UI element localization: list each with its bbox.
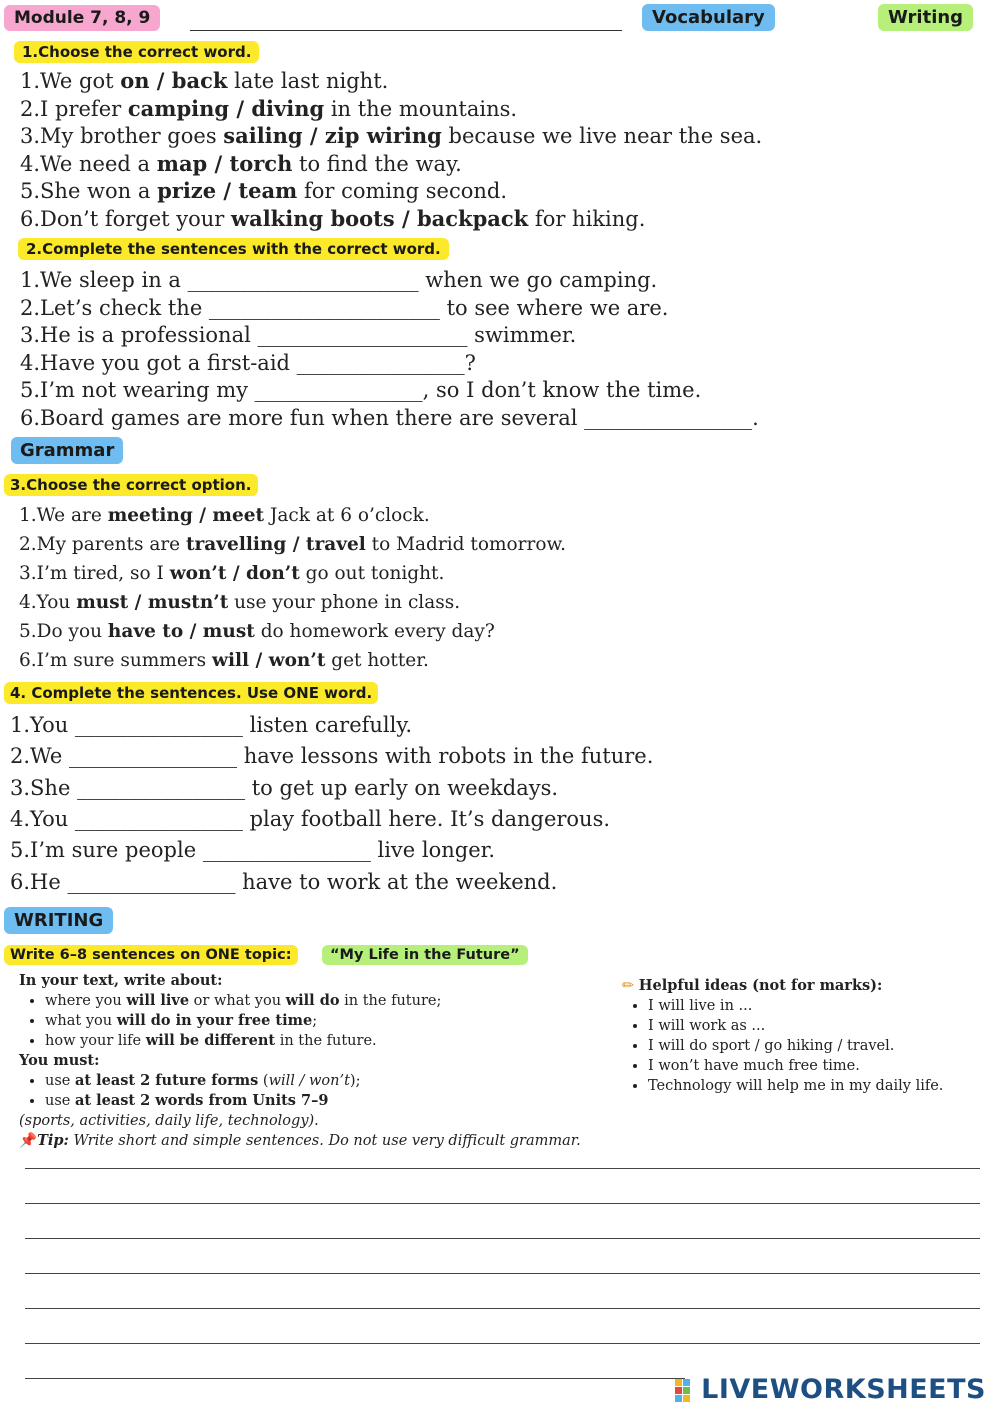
item-text: late last night. [227, 69, 389, 93]
item-text: 3.She [10, 775, 78, 800]
item-options: sailing / zip wiring [223, 123, 442, 149]
logo-icon [675, 1379, 699, 1403]
item-text: get hotter. [325, 650, 429, 671]
item-text: listen carefully. [242, 713, 413, 737]
tip-label: Tip: [37, 1132, 69, 1149]
item-text: 4.You [10, 806, 75, 831]
exercise-item [20, 151, 462, 176]
answer-blank[interactable]: ________________ [296, 350, 465, 375]
item-text: 1.We are [19, 505, 108, 526]
must-item: • use at least 2 words from Units 7–9 [45, 1091, 599, 1111]
must-list [19, 1071, 599, 1111]
exercise-item [19, 563, 444, 584]
item-text: for hiking. [528, 207, 646, 231]
helpful-item: • Technology will help me in my daily life. [648, 1076, 992, 1096]
item-text: in the mountains. [324, 96, 518, 121]
name-line [190, 30, 622, 31]
helpful-list [622, 996, 992, 1096]
answer-blank[interactable]: ________________ [584, 406, 753, 430]
exercise-item [19, 621, 495, 642]
exercise-item [20, 96, 517, 121]
exercise-item [19, 650, 429, 671]
item-text: 3.He is a professional [20, 323, 258, 348]
item-text: to get up early on weekdays. [245, 775, 559, 800]
exercise-item [19, 534, 566, 555]
exercise-4-title: 4. Complete the sentences. Use ONE word. [4, 682, 378, 704]
exercise-item [20, 68, 388, 93]
exercise-item [10, 838, 495, 862]
exercise-1-title: 1.Choose the correct word. [14, 41, 259, 63]
exercise-item [20, 378, 701, 402]
item-text: swimmer. [467, 323, 577, 348]
item-text: 4.You [19, 592, 77, 613]
item-options: walking boots / backpack [231, 206, 529, 231]
answer-blank[interactable]: ________________ [202, 838, 371, 863]
item-text: live longer. [370, 838, 496, 863]
writing-line[interactable] [25, 1273, 980, 1274]
answer-blank[interactable]: ________________ [67, 869, 236, 894]
exercise-item [20, 351, 476, 375]
about-list [19, 991, 599, 1051]
answer-blank[interactable]: ________________ [74, 806, 243, 831]
helpful-title: Helpful ideas (not for marks): [638, 977, 883, 994]
item-text: to Madrid tomorrow. [365, 534, 566, 555]
item-text: 1.You [10, 713, 75, 737]
exercise-item [20, 323, 576, 347]
exercise-item [20, 123, 762, 148]
helpful-item: • I won’t have much free time. [648, 1056, 992, 1076]
writing-line[interactable] [25, 1203, 980, 1204]
writing-instruction: Write 6–8 sentences on ONE topic: [4, 945, 298, 965]
item-options: will / won’t [212, 650, 326, 671]
item-text: 6.He [10, 869, 68, 894]
must-item: • use at least 2 future forms (will / won’t); [45, 1071, 599, 1091]
exercise-item [20, 178, 507, 203]
about-item: • what you will do in your free time; [45, 1011, 599, 1031]
item-text: 6.Don’t forget your [20, 207, 232, 231]
item-text: 5.I’m not wearing my [20, 378, 255, 403]
liveworksheets-logo: LIVEWORKSHEETS [675, 1374, 986, 1405]
exercise-item [20, 406, 759, 430]
item-text: ? [464, 350, 476, 375]
you-must-label: You must: [19, 1052, 100, 1069]
item-text: because we live near the sea. [441, 124, 763, 149]
exercise-3-title: 3.Choose the correct option. [4, 474, 258, 496]
answer-blank[interactable]: ______________________ [187, 268, 419, 292]
answer-blank[interactable]: ________________ [254, 378, 423, 403]
item-text: , so I don’t know the time. [422, 378, 702, 403]
about-item: • where you will live or what you will do in the future; [45, 991, 599, 1011]
item-text: 2.Let’s check the [20, 295, 209, 320]
item-options: won’t / don’t [169, 563, 300, 584]
exercise-item [10, 744, 653, 768]
item-text: play football here. It’s dangerous. [242, 806, 611, 831]
exercise-item [20, 296, 668, 320]
answer-blank[interactable]: ______________________ [208, 295, 440, 320]
item-text: 3.My brother goes [20, 124, 224, 149]
item-options: must / mustn’t [76, 592, 229, 613]
item-text: have lessons with robots in the future. [237, 744, 654, 769]
writing-line[interactable] [25, 1168, 980, 1169]
vocabulary-label: Vocabulary [642, 4, 775, 31]
item-text: when we go camping. [418, 268, 658, 292]
exercise-item [10, 807, 610, 831]
writing-tab-label: Writing [878, 4, 973, 31]
item-text: Jack at 6 o’clock. [264, 505, 430, 526]
writing-guidelines [19, 971, 599, 1151]
exercise-item [19, 592, 460, 613]
exercise-2-title: 2.Complete the sentences with the correct word. [18, 238, 449, 260]
item-options: on / back [120, 68, 228, 93]
item-text: go out tonight. [299, 563, 445, 584]
exercise-item [20, 206, 645, 231]
item-text: 2.I prefer [20, 96, 128, 121]
tip-text: Write short and simple sentences. Do not use very difficult grammar. [68, 1133, 581, 1149]
item-text: for coming second. [297, 179, 508, 204]
writing-line[interactable] [25, 1308, 980, 1309]
item-text: 5.Do you [19, 621, 108, 642]
item-text: 1.We sleep in a [20, 268, 188, 292]
exercise-item [19, 505, 430, 526]
extra-note: (sports, activities, daily life, technology). [19, 1113, 319, 1129]
writing-topic: “My Life in the Future” [322, 945, 528, 965]
module-label: Module 7, 8, 9 [4, 5, 160, 31]
item-text: 6.Board games are more fun when there are several [20, 406, 585, 430]
item-options: meeting / meet [107, 505, 265, 526]
item-text: 1.We got [20, 69, 121, 93]
helpful-item: • I will do sport / go hiking / travel. [648, 1036, 992, 1056]
item-text: use your phone in class. [228, 592, 461, 613]
exercise-item [10, 870, 557, 894]
item-options: camping / diving [127, 95, 325, 121]
item-text: . [752, 406, 759, 430]
writing-line[interactable] [25, 1378, 685, 1379]
in-your-text-label: In your text, write about: [19, 972, 223, 989]
item-text: have to work at the weekend. [235, 869, 558, 894]
item-text: 4.We need a [20, 151, 157, 176]
grammar-label: Grammar [11, 437, 123, 464]
answer-blank[interactable]: ____________________ [257, 323, 468, 348]
exercise-item [10, 713, 412, 737]
item-text: do homework every day? [254, 621, 495, 642]
exercise-item [10, 776, 558, 800]
item-options: travelling / travel [186, 534, 366, 555]
exercise-item [20, 268, 657, 292]
item-text: 6.I’m sure summers [19, 650, 213, 671]
helpful-item: • I will live in ... [648, 996, 992, 1016]
item-options: map / torch [156, 150, 293, 176]
helpful-item: • I will work as ... [648, 1016, 992, 1036]
answer-blank[interactable]: ________________ [69, 744, 238, 769]
item-text: 5.I’m sure people [10, 838, 203, 863]
writing-line[interactable] [25, 1343, 980, 1344]
item-text: to find the way. [292, 151, 462, 176]
item-text: 3.I’m tired, so I [19, 563, 170, 584]
helpful-ideas [622, 976, 992, 1096]
item-text: 5.She won a [20, 179, 158, 204]
writing-line[interactable] [25, 1238, 980, 1239]
pencil-icon: ✏ [622, 978, 635, 994]
item-options: prize / team [157, 178, 298, 204]
answer-blank[interactable]: ________________ [74, 713, 243, 737]
writing-section-label: WRITING [4, 907, 113, 934]
item-text: to see where we are. [439, 295, 669, 320]
item-text: 2.My parents are [19, 534, 187, 555]
answer-blank[interactable]: ________________ [77, 775, 246, 800]
about-item: • how your life will be different in the future. [45, 1031, 599, 1051]
pin-icon: 📌 [19, 1133, 38, 1149]
item-options: have to / must [107, 621, 255, 642]
item-text: 2.We [10, 744, 70, 769]
item-text: 4.Have you got a first-aid [20, 350, 297, 375]
